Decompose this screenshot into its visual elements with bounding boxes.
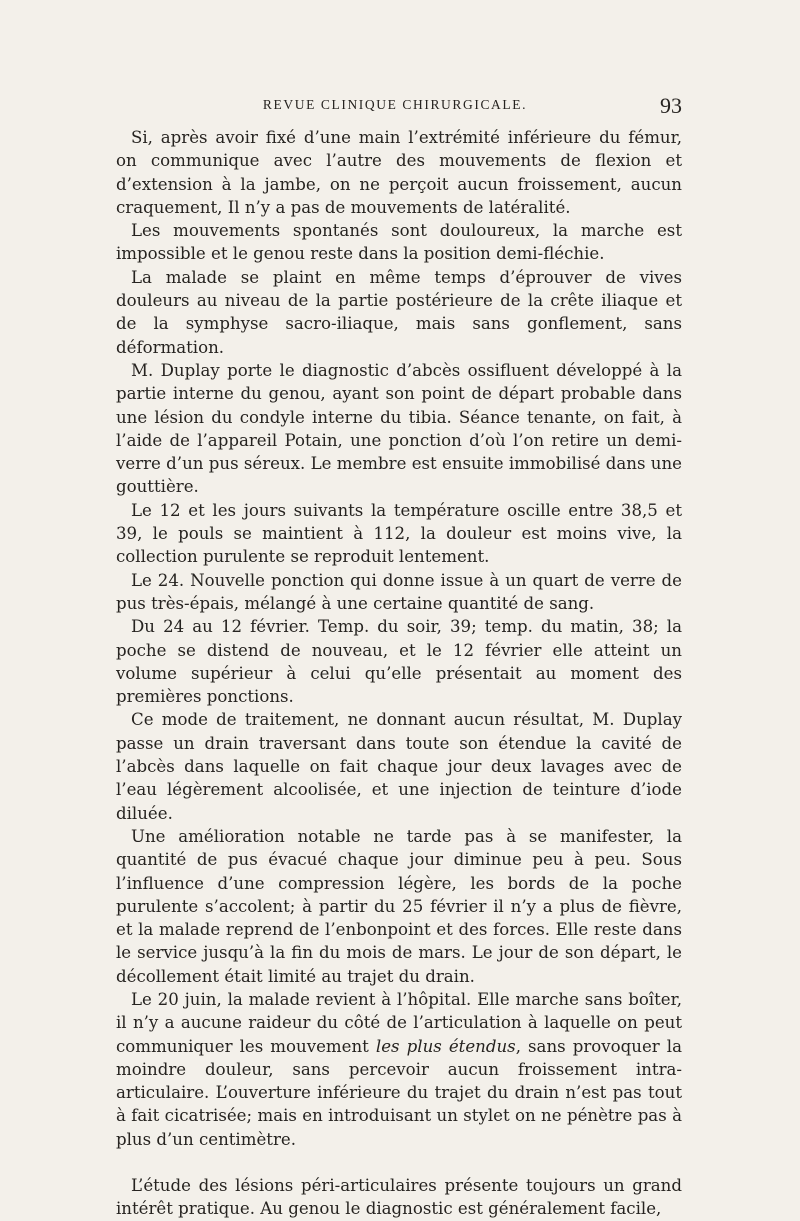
- paragraph-drain-treatment: Ce mode de traitement, ne donnant aucun résultat, M. Duplay passe un drain traversant dans toute son étendue la cavité de l’abcès dans laquelle on fait chaque jour deux lavages avec de l’eau légèrement alcoolisée, et une injection de teinture d’iode diluée.: [116, 710, 682, 823]
- paragraph-temperature: Le 12 et les jours suivants la température oscille entre 38,5 et 39, le pouls se maintient à 112, la douleur est moins vive, la collection purulente se reproduit lentement.: [116, 500, 682, 567]
- paragraph-june-return-start: Le 20 juin, la malade revient à l’hôpital. Elle marche sans boîter, il n’y a aucune raideur du côté de l’articulation à laquelle on peut communiquer les mouvement: [116, 989, 682, 1056]
- paragraph-june-return-end: , sans provoquer la moindre douleur, sans percevoir aucun froissement intra-articulaire. L’ouverture inférieure du trajet du drain n’est pas tout à fait cicatrisée; mais en introduisant un stylet on ne pénètre pas à plus d’un centimètre.: [116, 1036, 682, 1149]
- running-title: REVUE CLINIQUE CHIRURGICALE.: [262, 97, 528, 112]
- running-head: [108, 93, 682, 119]
- paragraph-improvement: Une amélioration notable ne tarde pas à se manifester, la quantité de pus évacué chaque jour diminue peu à peu. Sous l’influence d’une compression légère, les bords de la poche purulente s’accolent; à partir du 25 février il n’y a plus de fièvre, et la malade reprend de l’enbonpoint et des forces. Elle reste dans le service jusqu’à la fin du mois de mars. Le jour de son départ, le décollement était limité au trajet du drain.: [116, 826, 682, 986]
- paragraph-diagnosis: M. Duplay porte le diagnostic d’abcès ossifluent développé à la partie interne du genou, ayant son point de départ probable dans une lésion du condyle interne du tibia. Séance tenante, on fait, à l’aide de l’appareil Potain, une ponction d’où l’on retire un demi-verre d’un pus séreux. Le membre est ensuite immobilisé dans une gouttière.: [116, 360, 682, 497]
- paragraph-iliac-pain: La malade se plaint en même temps d’éprouver de vives douleurs au niveau de la partie postérieure de la crête iliaque et de la symphyse sacro-iliaque, mais sans gonflement, sans déformation.: [116, 267, 682, 357]
- paragraph-june-return: [116, 988, 682, 1151]
- paragraph-february: Du 24 au 12 février. Temp. du soir, 39; temp. du matin, 38; la poche se distend de nouveau, et le 12 février elle atteint un volume supérieur à celui qu’elle présentait au moment des premières ponctions.: [116, 617, 682, 707]
- paragraph-periarticular-lesions: L’étude des lésions péri-articulaires présente toujours un grand intérêt pratique. Au genou le diagnostic est généralement facile,: [116, 1176, 682, 1219]
- paragraph-spontaneous-movements: Les mouvements spontanés sont douloureux, la marche est impossible et le genou reste dans la position demi-fléchie.: [116, 221, 682, 264]
- paragraph-femur-examination: Si, après avoir fixé d’une main l’extrémité inférieure du fémur, on communique avec l’autre des mouvements de flexion et d’extension à la jambe, on ne perçoit aucun froissement, aucun craquement, Il n’y a pas de mouvements de latéralité.: [116, 128, 682, 217]
- body-text: [116, 126, 682, 1221]
- italic-phrase: les plus étendus: [375, 1036, 516, 1056]
- page-number: 93: [660, 93, 682, 118]
- paragraph-second-puncture: Le 24. Nouvelle ponction qui donne issue à un quart de verre de pus très-épais, mélangé à une certaine quantité de sang.: [116, 570, 682, 613]
